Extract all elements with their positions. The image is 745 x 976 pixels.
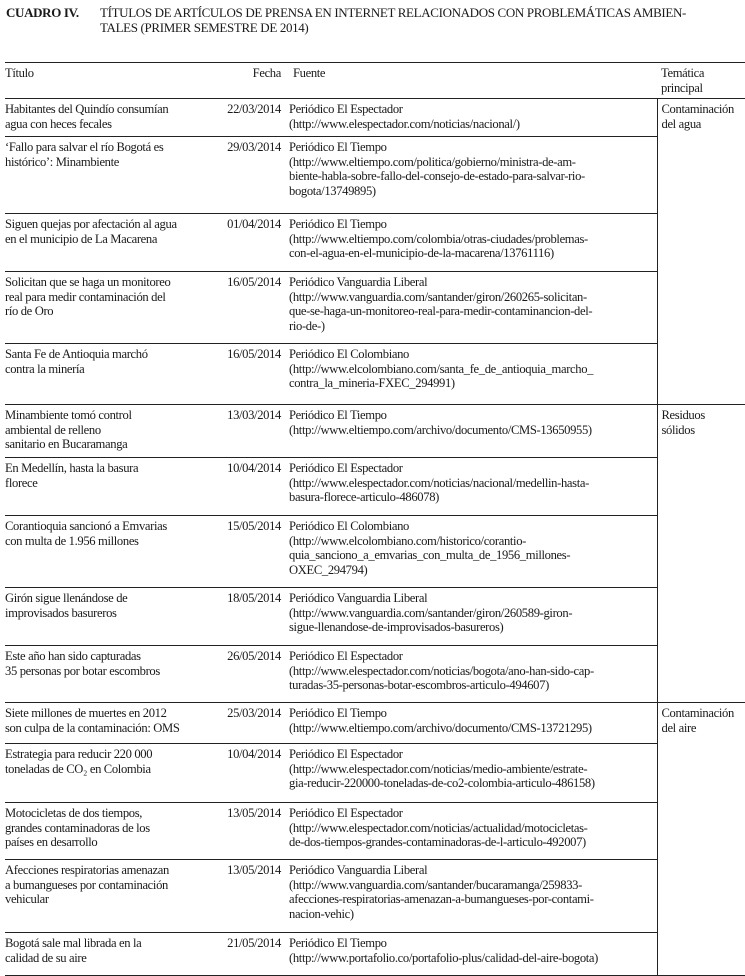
article-title: Girón sigue llenándose de improvisados basureros bbox=[5, 588, 217, 646]
article-title: Siete millones de muertes en 2012 son culpa de la contaminación: OMS bbox=[5, 703, 217, 744]
table-row bbox=[5, 588, 745, 646]
article-title: Corantioquia sancionó a Emvarias con multa de 1.956 millones bbox=[5, 516, 217, 588]
caption-title: TÍTULOS DE ARTÍCULOS DE PRENSA EN INTERNET RELACIONADOS CON PROBLEMÁTICAS AMBIEN- TALES (PRIMER SEMESTRE DE 2014) bbox=[100, 5, 686, 35]
table-row bbox=[5, 803, 745, 860]
article-title: Minambiente tomó control ambiental de relleno sanitario en Bucaramanga bbox=[5, 405, 217, 458]
article-title: Motocicletas de dos tiempos, grandes contaminadoras de los países en desarrollo bbox=[5, 803, 217, 860]
table-row bbox=[5, 137, 745, 214]
article-title: Bogotá sale mal librada en la calidad de su aire bbox=[5, 933, 217, 976]
article-source: Periódico El Espectador (http://www.elespectador.com/noticias/actualidad/motocicletas- de-dos-tiempos-grandes-contaminadoras-de-l-articulo-492007) bbox=[285, 803, 657, 860]
article-title: Siguen quejas por afectación al agua en el municipio de La Macarena bbox=[5, 214, 217, 272]
article-source: Periódico Vanguardia Liberal (http://www.vanguardia.com/santander/giron/260265-solicitan- que-se-haga-un-monitoreo-real-para-medir-contaminancion-del- rio-de-) bbox=[285, 272, 657, 344]
main-theme: Contaminación del aire bbox=[657, 703, 745, 976]
header-titulo: Título bbox=[5, 63, 217, 99]
article-date: 21/05/2014 bbox=[217, 933, 285, 976]
article-date: 16/05/2014 bbox=[217, 344, 285, 405]
table-row bbox=[5, 99, 745, 137]
table-row bbox=[5, 272, 745, 344]
article-date: 13/05/2014 bbox=[217, 803, 285, 860]
table-header-row bbox=[5, 63, 745, 99]
article-date: 26/05/2014 bbox=[217, 646, 285, 703]
table-row bbox=[5, 744, 745, 803]
article-source: Periódico El Tiempo (http://www.eltiempo.com/archivo/documento/CMS-13721295) bbox=[285, 703, 657, 744]
table-row bbox=[5, 405, 745, 458]
article-source: Periódico El Colombiano (http://www.elcolombiano.com/santa_fe_de_antioquia_marcho_ contra_la_mineria-FXEC_294991) bbox=[285, 344, 657, 405]
main-theme: Residuos sólidos bbox=[657, 405, 745, 703]
article-date: 29/03/2014 bbox=[217, 137, 285, 214]
table-row bbox=[5, 646, 745, 703]
article-date: 15/05/2014 bbox=[217, 516, 285, 588]
article-date: 18/05/2014 bbox=[217, 588, 285, 646]
article-date: 13/03/2014 bbox=[217, 405, 285, 458]
article-title: Habitantes del Quindío consumían agua con heces fecales bbox=[5, 99, 217, 137]
table-row bbox=[5, 933, 745, 976]
table-row bbox=[5, 458, 745, 516]
article-source: Periódico El Tiempo (http://www.eltiempo.com/archivo/documento/CMS-13650955) bbox=[285, 405, 657, 458]
article-title: Este año han sido capturadas 35 personas por botar escombros bbox=[5, 646, 217, 703]
article-source: Periódico Vanguardia Liberal (http://www.vanguardia.com/santander/bucaramanga/259833- afecciones-respiratorias-amenazan-a-bumangueses-por-contami- nacion-vehic) bbox=[285, 860, 657, 933]
article-date: 16/05/2014 bbox=[217, 272, 285, 344]
article-date: 22/03/2014 bbox=[217, 99, 285, 137]
article-date: 01/04/2014 bbox=[217, 214, 285, 272]
article-date: 10/04/2014 bbox=[217, 744, 285, 803]
table-row bbox=[5, 214, 745, 272]
article-source: Periódico El Espectador (http://www.elespectador.com/noticias/nacional/medellin-hasta- basura-florece-articulo-486078) bbox=[285, 458, 657, 516]
caption-label: CUADRO IV. bbox=[6, 5, 79, 20]
article-source: Periódico El Tiempo (http://www.eltiempo.com/politica/gobierno/ministra-de-am- biente-habla-sobre-fallo-del-consejo-de-estado-para-salvar-rio- bogota/13749895) bbox=[285, 137, 657, 214]
article-date: 25/03/2014 bbox=[217, 703, 285, 744]
article-title: ‘Fallo para salvar el río Bogotá es histórico’: Minambiente bbox=[5, 137, 217, 214]
article-date: 13/05/2014 bbox=[217, 860, 285, 933]
header-fuente: Fuente bbox=[285, 63, 657, 99]
article-date: 10/04/2014 bbox=[217, 458, 285, 516]
header-fecha: Fecha bbox=[217, 63, 285, 99]
article-title: En Medellín, hasta la basura florece bbox=[5, 458, 217, 516]
article-title: Santa Fe de Antioquia marchó contra la minería bbox=[5, 344, 217, 405]
article-source: Periódico El Tiempo (http://www.eltiempo.com/colombia/otras-ciudades/problemas- con-el-agua-en-el-municipio-de-la-macarena/13761116) bbox=[285, 214, 657, 272]
article-source: Periódico Vanguardia Liberal (http://www.vanguardia.com/santander/giron/260589-giron- sigue-llenandose-de-improvisados-basureros) bbox=[285, 588, 657, 646]
table-row bbox=[5, 860, 745, 933]
article-source: Periódico El Tiempo (http://www.portafolio.co/portafolio-plus/calidad-del-aire-bogota) bbox=[285, 933, 657, 976]
article-source: Periódico El Espectador (http://www.elespectador.com/noticias/nacional/) bbox=[285, 99, 657, 137]
header-tematica: Temática principal bbox=[657, 63, 745, 99]
main-theme: Contaminación del agua bbox=[657, 99, 745, 405]
article-title: Solicitan que se haga un monitoreo real para medir contaminación del río de Oro bbox=[5, 272, 217, 344]
article-source: Periódico El Colombiano (http://www.elcolombiano.com/historico/corantio- quia_sanciono_a_emvarias_con_multa_de_1956_millones- OXEC_294794) bbox=[285, 516, 657, 588]
article-title: Estrategia para reducir 220 000 toneladas de CO₂ en Colombia bbox=[5, 744, 217, 803]
article-source: Periódico El Espectador (http://www.elespectador.com/noticias/bogota/ano-han-sido-cap- turadas-35-personas-botar-escombros-articulo-494607) bbox=[285, 646, 657, 703]
table-body bbox=[5, 99, 745, 976]
article-source: Periódico El Espectador (http://www.elespectador.com/noticias/medio-ambiente/estrate- gia-reducir-220000-toneladas-de-co2-colombia-articulo-486158) bbox=[285, 744, 657, 803]
table-row bbox=[5, 703, 745, 744]
press-articles-table bbox=[5, 62, 745, 976]
table-row bbox=[5, 516, 745, 588]
article-title: Afecciones respiratorias amenazan a bumangueses por contaminación vehicular bbox=[5, 860, 217, 933]
table-row bbox=[5, 344, 745, 405]
